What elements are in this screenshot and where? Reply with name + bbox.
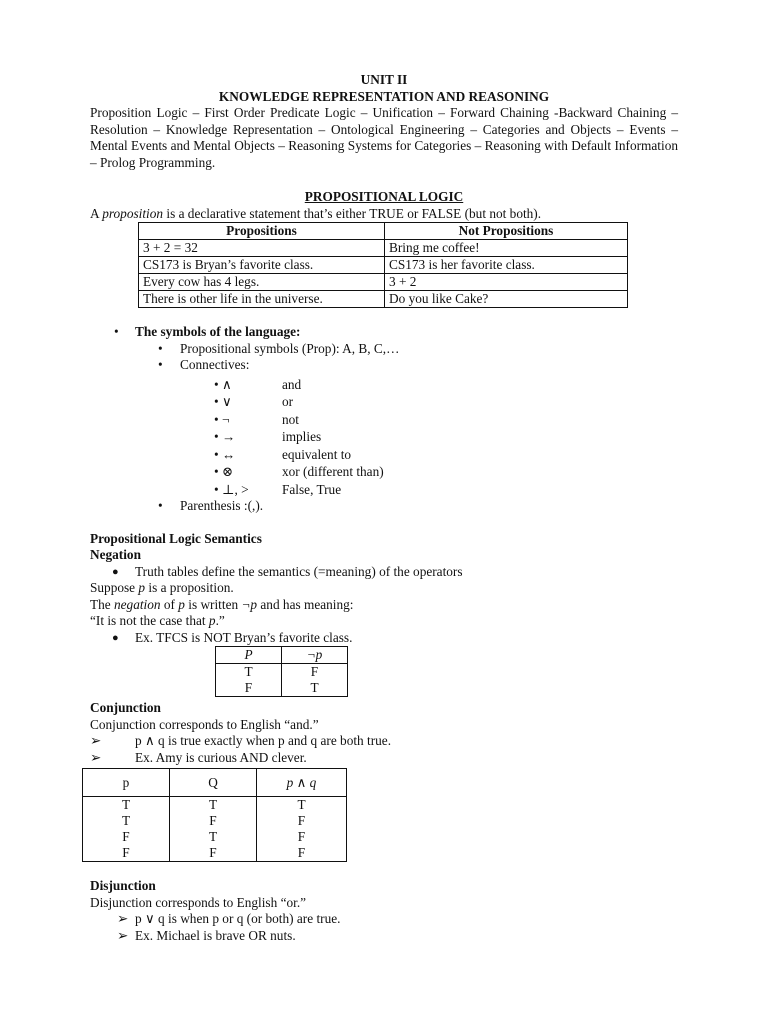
document-title: KNOWLEDGE REPRESENTATION AND REASONING xyxy=(218,88,550,104)
conjunction-section xyxy=(90,700,678,862)
connective-implies: • → implies xyxy=(214,429,322,444)
table-cell: Do you like Cake? xyxy=(385,291,628,308)
truth-tables-item: ● Truth tables define the semantics (=meaning) of the operators xyxy=(112,563,463,579)
connective-or: • ∨ or xyxy=(214,394,294,409)
semantics-heading: Propositional Logic Semantics xyxy=(90,530,262,546)
arrow-bullet-icon: ➢ xyxy=(117,911,129,926)
column-header: Not Propositions xyxy=(385,223,628,240)
table-header-row xyxy=(216,647,348,664)
table-cell: Every cow has 4 legs. xyxy=(139,274,385,291)
table-cell: There is other life in the universe. xyxy=(139,291,385,308)
prop-symbols-item: • Propositional symbols (Prop): A, B, C,… xyxy=(158,340,400,356)
arrow-bullet-icon: ➢ xyxy=(90,733,102,748)
connective-and: • ∧ and xyxy=(214,376,302,392)
semantics-section xyxy=(90,531,678,698)
table-cell: T F F F xyxy=(257,797,347,862)
table-row xyxy=(83,797,347,862)
connectives-item: • Connectives: xyxy=(158,357,250,372)
disjunction-section xyxy=(90,878,678,944)
table-cell: CS173 is Bryan’s favorite class. xyxy=(139,257,385,274)
conjunction-point: ➢ p ∧ q is true exactly when p and q are both true. xyxy=(90,733,392,748)
unit-heading: UNIT II xyxy=(360,72,408,87)
negation-heading: Negation xyxy=(90,547,141,562)
table-row xyxy=(216,680,348,697)
arrow-bullet-icon: ➢ xyxy=(117,927,129,943)
conjunction-truth-table xyxy=(82,768,347,862)
table-header-row xyxy=(139,223,628,240)
column-header: ¬p xyxy=(282,647,348,664)
column-header: Propositions xyxy=(139,223,385,240)
table-cell: T T F F xyxy=(83,797,170,862)
disjunction-heading: Disjunction xyxy=(90,878,156,893)
negation-def-line: The negation of p is written ¬p and has meaning: xyxy=(90,596,354,612)
symbols-section xyxy=(90,324,678,515)
conjunction-description: Conjunction corresponds to English “and.” xyxy=(90,716,319,732)
table-row xyxy=(139,240,628,257)
column-header: Q xyxy=(170,769,257,797)
arrow-bullet-icon: ➢ xyxy=(90,749,102,765)
table-cell: F xyxy=(282,664,348,681)
connective-xor: • ⊗ xor (different than) xyxy=(214,464,384,479)
syllabus-paragraph: Proposition Logic – First Order Predicate Logic – Unification – Forward Chaining -Backward Chaining – Resolution – Knowledge Representation – Ontological Engineering – Categories and Objects – Events – Mental Events and Mental Objects – Reasoning Systems for Categories – Reasoning with Default Information – Prolog Programming. xyxy=(90,105,678,170)
disjunction-point: ➢ p ∨ q is when p or q (or both) are true. xyxy=(117,911,341,926)
propositional-logic-heading: PROPOSITIONAL LOGIC xyxy=(304,189,464,204)
suppose-line: Suppose p is a proposition. xyxy=(90,580,234,595)
column-header: p xyxy=(83,769,170,797)
parenthesis-item: • Parenthesis :(,). xyxy=(158,498,264,513)
symbols-heading: • The symbols of the language: xyxy=(114,324,301,339)
conjunction-example: ➢ Ex. Amy is curious AND clever. xyxy=(90,749,307,765)
proposition-definition: A proposition is a declarative statement that’s either TRUE or FALSE (but not both). xyxy=(90,205,542,221)
negation-truth-table xyxy=(215,646,348,697)
propositions-table xyxy=(138,222,628,308)
table-cell: T xyxy=(282,680,348,697)
table-cell: CS173 is her favorite class. xyxy=(385,257,628,274)
connective-not: • ¬ not xyxy=(214,411,299,427)
document-page xyxy=(90,72,678,944)
table-cell: F xyxy=(216,680,282,697)
disjunction-description: Disjunction corresponds to English “or.” xyxy=(90,894,307,910)
proposition-term: proposition xyxy=(102,205,164,221)
table-row xyxy=(216,664,348,681)
table-header-row xyxy=(83,769,347,797)
table-cell: Bring me coffee! xyxy=(385,240,628,257)
negation-quote: “It is not the case that p.” xyxy=(90,613,225,628)
table-row xyxy=(139,274,628,291)
connective-equivalent: • ↔ equivalent to xyxy=(214,446,352,462)
table-cell: 3 + 2 xyxy=(385,274,628,291)
column-header: p ∧ q xyxy=(257,769,347,797)
connectives-list xyxy=(90,376,678,499)
column-header: P xyxy=(216,647,282,664)
table-cell: 3 + 2 = 32 xyxy=(139,240,385,257)
table-cell: T xyxy=(216,664,282,681)
table-cell: T F T F xyxy=(170,797,257,862)
connective-false-true: • ⊥, > False, True xyxy=(214,481,342,497)
table-row xyxy=(139,257,628,274)
negation-example: ● Ex. TFCS is NOT Bryan’s favorite class. xyxy=(112,629,353,645)
conjunction-heading: Conjunction xyxy=(90,700,161,715)
disjunction-example: ➢ Ex. Michael is brave OR nuts. xyxy=(117,927,296,943)
table-row xyxy=(139,291,628,308)
